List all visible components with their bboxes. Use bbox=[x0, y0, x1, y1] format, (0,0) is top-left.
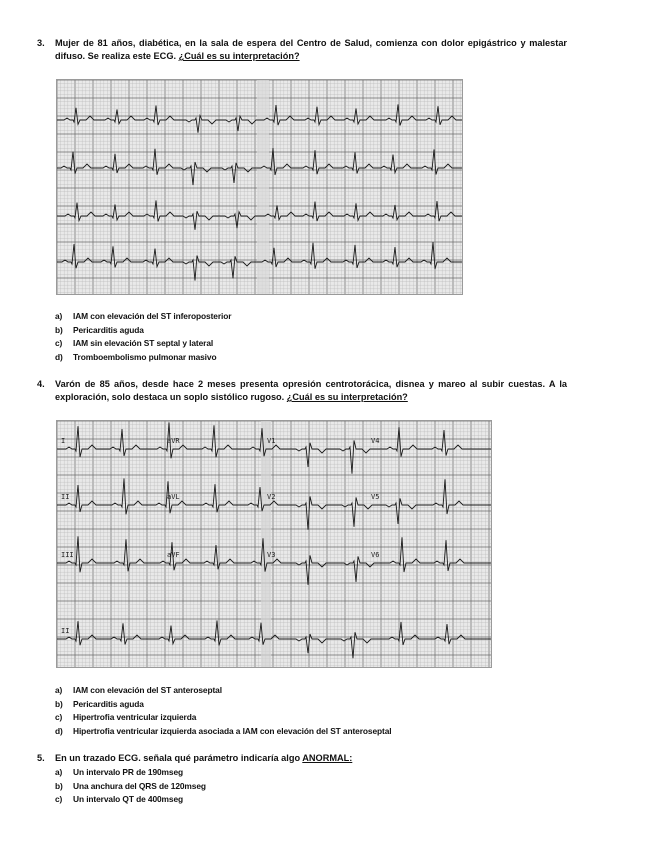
lead-label: V6 bbox=[371, 551, 380, 559]
option-text: Una anchura del QRS de 120mseg bbox=[73, 780, 206, 791]
question-text bbox=[55, 37, 567, 63]
lead-label: V3 bbox=[267, 551, 276, 559]
option-letter: c) bbox=[55, 794, 63, 805]
lead-label: V2 bbox=[267, 493, 276, 501]
lead-label: V1 bbox=[267, 437, 276, 445]
question-stem: En un trazado ECG. señala qué parámetro indicaría algo bbox=[55, 753, 301, 763]
question-text bbox=[55, 752, 567, 765]
option-text: Pericarditis aguda bbox=[73, 324, 144, 335]
option-text: Hipertrofia ventricular izquierda asociada a IAM con elevación del ST anteroseptal bbox=[73, 725, 392, 736]
question-prompt: ¿Cuál es su interpretación? bbox=[286, 392, 408, 402]
option-letter: a) bbox=[55, 311, 63, 321]
lead-label: II bbox=[61, 627, 70, 635]
option-letter: b) bbox=[55, 698, 63, 709]
ecg-trace bbox=[57, 421, 491, 667]
option-text: Tromboembolismo pulmonar masivo bbox=[73, 351, 217, 362]
lead-label: I bbox=[61, 437, 66, 445]
question-number: 5. bbox=[37, 753, 45, 763]
question-number: 3. bbox=[37, 38, 45, 48]
ecg-image bbox=[56, 420, 492, 668]
lead-label: III bbox=[61, 551, 74, 559]
question-number: 4. bbox=[37, 379, 45, 389]
question-stem: Varón de 85 años, desde hace 2 meses presenta opresión centrotorácica, disnea y mareo al subir cuestas. A la exploración, solo destaca un soplo sistólico rugoso. bbox=[55, 379, 567, 402]
option-text: IAM con elevación del ST inferoposterior bbox=[73, 311, 232, 321]
option-letter: d) bbox=[55, 351, 63, 362]
lead-label: V5 bbox=[371, 493, 380, 501]
ecg-trace bbox=[57, 80, 462, 294]
option-letter: b) bbox=[55, 324, 63, 335]
lead-label: V4 bbox=[371, 437, 380, 445]
option-text: Pericarditis aguda bbox=[73, 698, 144, 709]
ecg-image bbox=[56, 79, 463, 295]
option-text: IAM con elevación del ST anteroseptal bbox=[73, 685, 222, 695]
lead-label: aVF bbox=[167, 551, 180, 559]
option-text: Un intervalo QT de 400mseg bbox=[73, 794, 184, 805]
option-letter: c) bbox=[55, 712, 63, 723]
option-letter: b) bbox=[55, 780, 63, 791]
question-stem: Mujer de 81 años, diabética, en la sala de espera del Centro de Salud, comienza con dolor epigástrico y malestar difuso. Se realiza este ECG. bbox=[55, 38, 567, 61]
option-letter: c) bbox=[55, 338, 63, 349]
lead-label: II bbox=[61, 493, 70, 501]
question-prompt: ¿Cuál es su interpretación? bbox=[178, 51, 300, 61]
option-letter: a) bbox=[55, 767, 63, 777]
lead-label: aVR bbox=[167, 437, 180, 445]
option-text: Un intervalo PR de 190mseg bbox=[73, 767, 184, 777]
option-text: Hipertrofia ventricular izquierda bbox=[73, 712, 197, 723]
lead-label: aVL bbox=[167, 493, 180, 501]
option-letter: a) bbox=[55, 685, 63, 695]
option-text: IAM sin elevación ST septal y lateral bbox=[73, 338, 214, 349]
question-text bbox=[55, 378, 567, 404]
question-emphasis: ANORMAL: bbox=[302, 753, 353, 763]
option-letter: d) bbox=[55, 725, 63, 736]
